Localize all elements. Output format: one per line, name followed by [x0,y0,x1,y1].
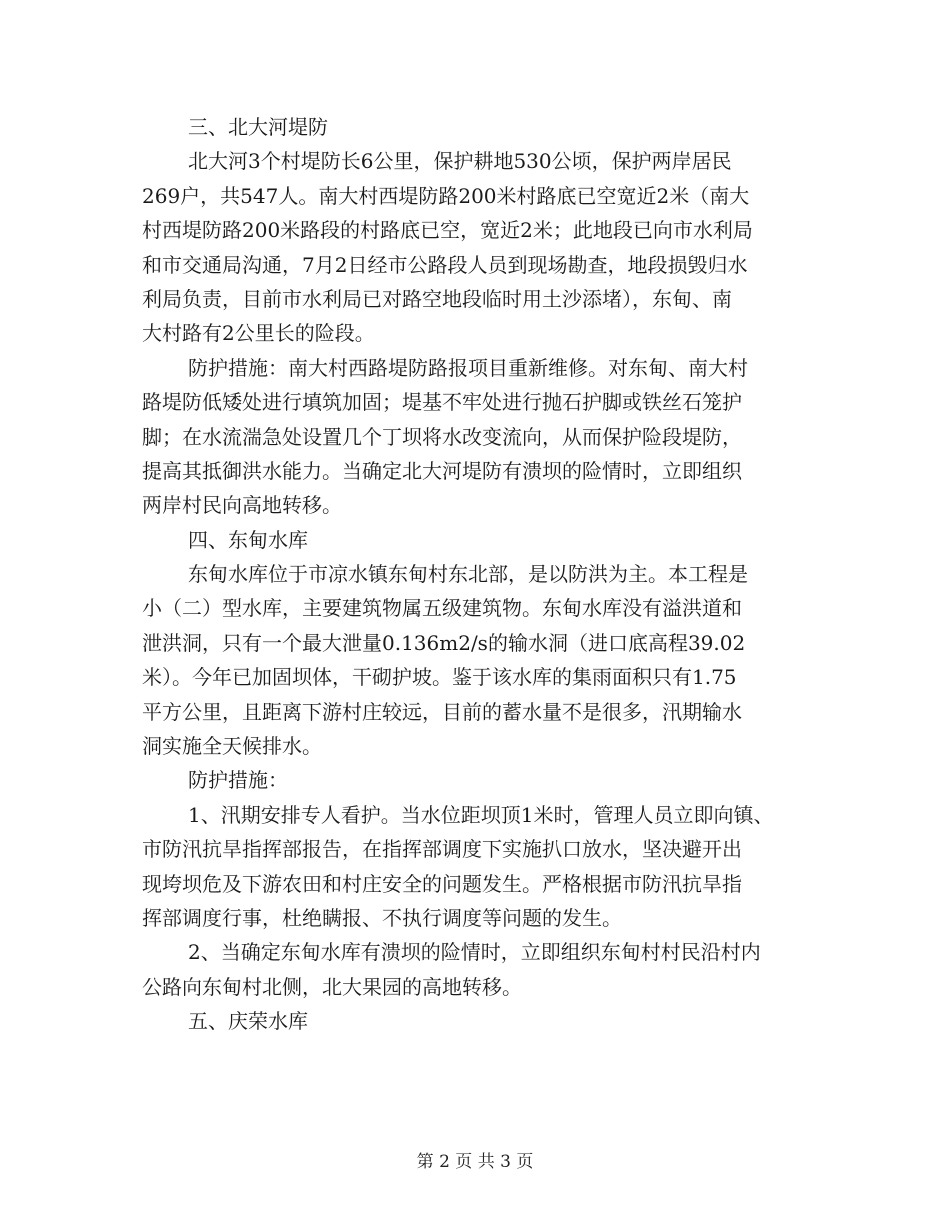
text-line: 路堤防低矮处进行填筑加固；堤基不牢处进行抛石护脚或铁丝石笼护 [142,390,742,415]
text-line: 大村路有2公里长的险段。 [142,321,375,346]
text-line: 三、北大河堤防 [188,115,328,139]
text-line: 防护措施： [188,768,288,793]
text-line: 公路向东甸村北侧，北大果园的高地转移。 [142,974,522,999]
text-line: 北大河3个村堤防长6公里，保护耕地530公顷，保护两岸居民 [188,149,732,174]
text-line: 2、当确定东甸水库有溃坝的险情时，立即组织东甸村村民沿村内 [188,940,761,965]
text-line: 市防汛抗旱指挥部报告，在指挥部调度下实施扒口放水，坚决避开出 [142,837,742,862]
text-line: 五、庆荣水库 [188,1009,308,1034]
text-line: 四、东甸水库 [188,527,308,552]
text-line: 两岸村民向高地转移。 [142,493,342,518]
text-line: 脚；在水流湍急处设置几个丁坝将水改变流向，从而保护险段堤防， [142,424,742,449]
text-line: 米）。今年已加固坝体，干砌护坡。鉴于该水库的集雨面积只有1.75 [142,665,737,690]
text-line: 和市交通局沟通，7月2日经市公路段人员到现场勘查，地段损毁归水 [142,252,748,277]
text-line: 东甸水库位于市凉水镇东甸村东北部，是以防洪为主。本工程是 [188,562,748,587]
text-line: 泄洪洞，只有一个最大泄量0.136m2/s的输水洞（进口底高程39.02 [142,630,746,655]
text-line: 现垮坝危及下游农田和村庄安全的问题发生。严格根据市防汛抗旱指 [142,871,742,896]
text-line: 平方公里，且距离下游村庄较远，目前的蓄水量不是很多，汛期输水 [142,699,742,724]
text-line: 挥部调度行事，杜绝瞒报、不执行调度等问题的发生。 [142,905,622,930]
document-body [142,110,832,1039]
text-line: 小（二）型水库，主要建筑物属五级建筑物。东甸水库没有溢洪道和 [142,596,742,621]
text-line: 洞实施全天候排水。 [142,734,322,759]
text-line: 269户，共547人。南大村西堤防路200米村路底已空宽近2米（南大 [142,183,750,208]
text-line: 村西堤防路200米路段的村路底已空，宽近2米；此地段已向市水利局 [142,218,753,243]
text-line: 利局负责，目前市水利局已对路空地段临时用土沙添堵），东甸、南 [142,286,732,311]
text-line: 防护措施：南大村西路堤防路报项目重新维修。对东甸、南大村 [188,355,748,380]
text-line: 提高其抵御洪水能力。当确定北大河堤防有溃坝的险情时，立即组织 [142,458,742,483]
text-line: 1、汛期安排专人看护。当水位距坝顶1米时，管理人员立即向镇、 [188,802,774,827]
page-footer: 第 2 页 共 3 页 [416,1152,534,1172]
